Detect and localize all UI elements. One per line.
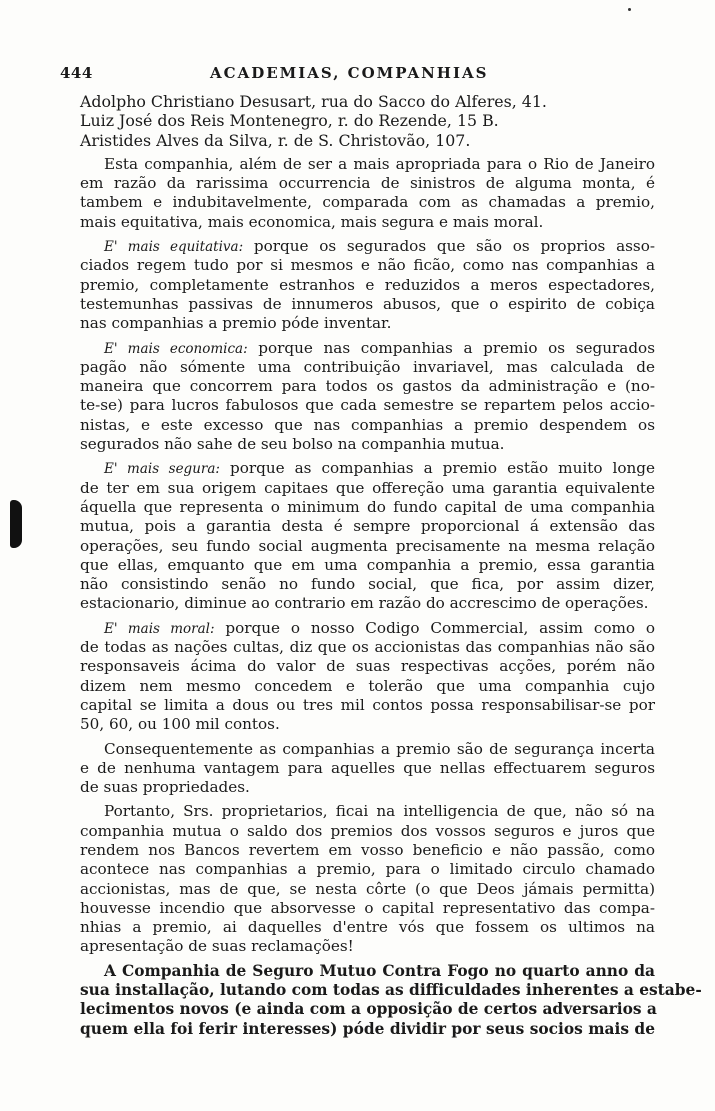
line-text: sua installação, lutando com todas as difficuldades inherentes a estabe- xyxy=(80,981,702,1000)
text-line xyxy=(80,740,655,759)
text-line xyxy=(80,1000,655,1019)
text-line xyxy=(80,594,655,613)
text-line xyxy=(80,517,655,536)
text-line xyxy=(80,174,655,193)
line-text: Aristides Alves da Silva, r. de S. Christovão, 107. xyxy=(80,130,471,150)
line-text: Consequentemente as companhias a premio são de segurança incerta xyxy=(104,739,655,758)
text-line xyxy=(80,696,655,715)
text-line xyxy=(80,537,655,556)
line-text: em razão da rarissima occurrencia de sinistros de alguma monta, é xyxy=(80,174,655,193)
line-text: acontece nas companhias a premio, para o limitado circulo chamado xyxy=(80,860,655,879)
running-title: ACADEMIAS, COMPANHIAS xyxy=(210,64,489,82)
text-line xyxy=(80,619,655,638)
text-line xyxy=(80,715,655,734)
line-text: quem ella foi ferir interesses) póde dividir por seus socios mais de xyxy=(80,1019,655,1038)
ink-speck xyxy=(628,8,631,11)
text-line xyxy=(80,937,655,956)
line-text: ciados regem tudo por si mesmos e não ficão, como nas companhias a xyxy=(80,256,655,275)
text-line xyxy=(80,479,655,498)
line-text: que ellas, emquanto que em uma companhia a premio, essa garantia xyxy=(80,555,655,574)
text-line xyxy=(80,802,655,821)
text-line xyxy=(80,1020,655,1039)
italic-lead: E' mais equitativa: xyxy=(104,239,244,256)
text-line xyxy=(80,213,655,232)
text-line xyxy=(80,778,655,797)
text-line xyxy=(80,435,655,454)
line-text: Portanto, Srs. proprietarios, ficai na intelligencia de que, não só na xyxy=(104,802,655,821)
text-line xyxy=(80,276,655,295)
line-text: companhia mutua o saldo dos premios dos vossos seguros e juros que xyxy=(80,821,655,840)
text-line xyxy=(80,575,655,594)
text-line xyxy=(80,459,655,478)
text-line xyxy=(80,759,655,778)
line-text: testemunhas passivas de innumeros abusos, que o espirito de cobiça xyxy=(80,294,655,313)
margin-mark xyxy=(10,500,22,548)
line-text: Luiz José dos Reis Montenegro, r. do Rezende, 15 B. xyxy=(80,111,499,131)
line-text: nas companhias a premio póde inventar. xyxy=(80,314,392,333)
text-line xyxy=(80,256,655,275)
line-text: accionistas, mas de que, se nesta côrte (o que Deos jámais permitta) xyxy=(80,879,655,898)
line-text: 50, 60, ou 100 mil contos. xyxy=(80,715,280,734)
line-text: não consistindo senão no fundo social, que fica, por assim dizer, xyxy=(80,575,655,594)
text-line xyxy=(80,358,655,377)
text-line xyxy=(80,155,655,174)
text-line xyxy=(80,657,655,676)
text-line xyxy=(80,841,655,860)
line-text: Adolpho Christiano Desusart, rua do Sacco do Alferes, 41. xyxy=(80,92,547,111)
line-text: de ter em sua origem capitaes que offereção uma garantia equivalente xyxy=(80,478,655,497)
italic-lead: E' mais segura: xyxy=(104,461,220,478)
page-header xyxy=(60,64,660,86)
line-text: estacionario, diminue ao contrario em razão do accrescimo de operações. xyxy=(80,594,649,613)
line-text: porque os segurados que são os proprios asso- xyxy=(243,237,655,256)
text-line xyxy=(80,860,655,879)
text-line xyxy=(80,237,655,256)
line-text: apresentação de suas reclamações! xyxy=(80,937,354,956)
text-line xyxy=(80,416,655,435)
line-text: capital se limita a dous ou tres mil contos possa responsabilisar-se por xyxy=(80,695,655,714)
line-text: pagão não sómente uma contribuição invariavel, mas calculada de xyxy=(80,357,655,376)
text-line xyxy=(80,899,655,918)
text-line xyxy=(80,880,655,899)
page-number: 444 xyxy=(60,64,93,82)
line-text: segurados não sahe de seu bolso na companhia mutua. xyxy=(80,435,505,454)
line-text: Esta companhia, além de ser a mais apropriada para o Rio de Janeiro xyxy=(104,154,655,173)
text-line xyxy=(80,131,655,150)
line-text: te-se) para lucros fabulosos que cada semestre se repartem pelos accio- xyxy=(80,396,655,415)
line-text: áquella que representa o minimum do fundo capital de uma companhia xyxy=(80,497,655,516)
text-line xyxy=(80,193,655,212)
line-text: e de nenhuma vantagem para aquelles que nellas effectuarem seguros xyxy=(80,758,655,777)
line-text: nhias a premio, ai daquelles d'entre vós que fossem os ultimos na xyxy=(80,918,655,937)
line-text: rendem nos Bancos revertem em vosso beneficio e não passão, como xyxy=(80,840,655,859)
text-line xyxy=(80,339,655,358)
text-line xyxy=(80,295,655,314)
text-line xyxy=(80,396,655,415)
line-text: porque o nosso Codigo Commercial, assim como o xyxy=(214,618,656,637)
line-text: maneira que concorrem para todos os gastos da administração e (no- xyxy=(80,377,655,396)
body-text xyxy=(80,92,702,1039)
italic-lead: E' mais economica: xyxy=(104,340,248,357)
text-line xyxy=(80,498,655,517)
line-text: houvesse incendio que absorvesse o capital representativo das compa- xyxy=(80,898,655,917)
line-text: de suas propriedades. xyxy=(80,778,250,797)
line-text: operações, seu fundo social augmenta precisamente na mesma relação xyxy=(80,536,655,555)
text-line xyxy=(80,314,655,333)
line-text: mutua, pois a garantia desta é sempre proporcional á extensão das xyxy=(80,517,655,536)
text-line xyxy=(80,962,655,981)
line-text: nistas, e este excesso que nas companhias a premio despendem os xyxy=(80,415,655,434)
text-line xyxy=(80,111,655,130)
line-text: de todas as nações cultas, diz que os accionistas das companhias não são xyxy=(80,638,655,657)
text-line xyxy=(80,822,655,841)
text-line xyxy=(80,677,655,696)
line-text: A Companhia de Seguro Mutuo Contra Fogo no quarto anno da xyxy=(104,961,655,980)
text-line xyxy=(80,556,655,575)
line-text: dizem nem mesmo concedem e tolerão que uma companhia cujo xyxy=(80,676,655,695)
text-line xyxy=(80,92,655,111)
text-line xyxy=(80,981,702,1000)
text-line xyxy=(80,918,655,937)
line-text: premio, completamente estranhos e reduzidos a meros espectadores, xyxy=(80,275,655,294)
line-text: mais equitativa, mais economica, mais segura e mais moral. xyxy=(80,212,544,231)
line-text: lecimentos novos (e ainda com a opposição de certos adversarios a xyxy=(80,1000,657,1019)
text-line xyxy=(80,638,655,657)
text-line xyxy=(80,377,655,396)
italic-lead: E' mais moral: xyxy=(104,620,215,637)
line-text: responsaveis ácima do valor de suas respectivas acções, porém não xyxy=(80,657,655,676)
line-text: tambem e indubitavelmente, comparada com as chamadas a premio, xyxy=(80,193,655,212)
line-text: porque as companhias a premio estão muito longe xyxy=(219,459,655,478)
line-text: porque nas companhias a premio os segurados xyxy=(247,338,655,357)
